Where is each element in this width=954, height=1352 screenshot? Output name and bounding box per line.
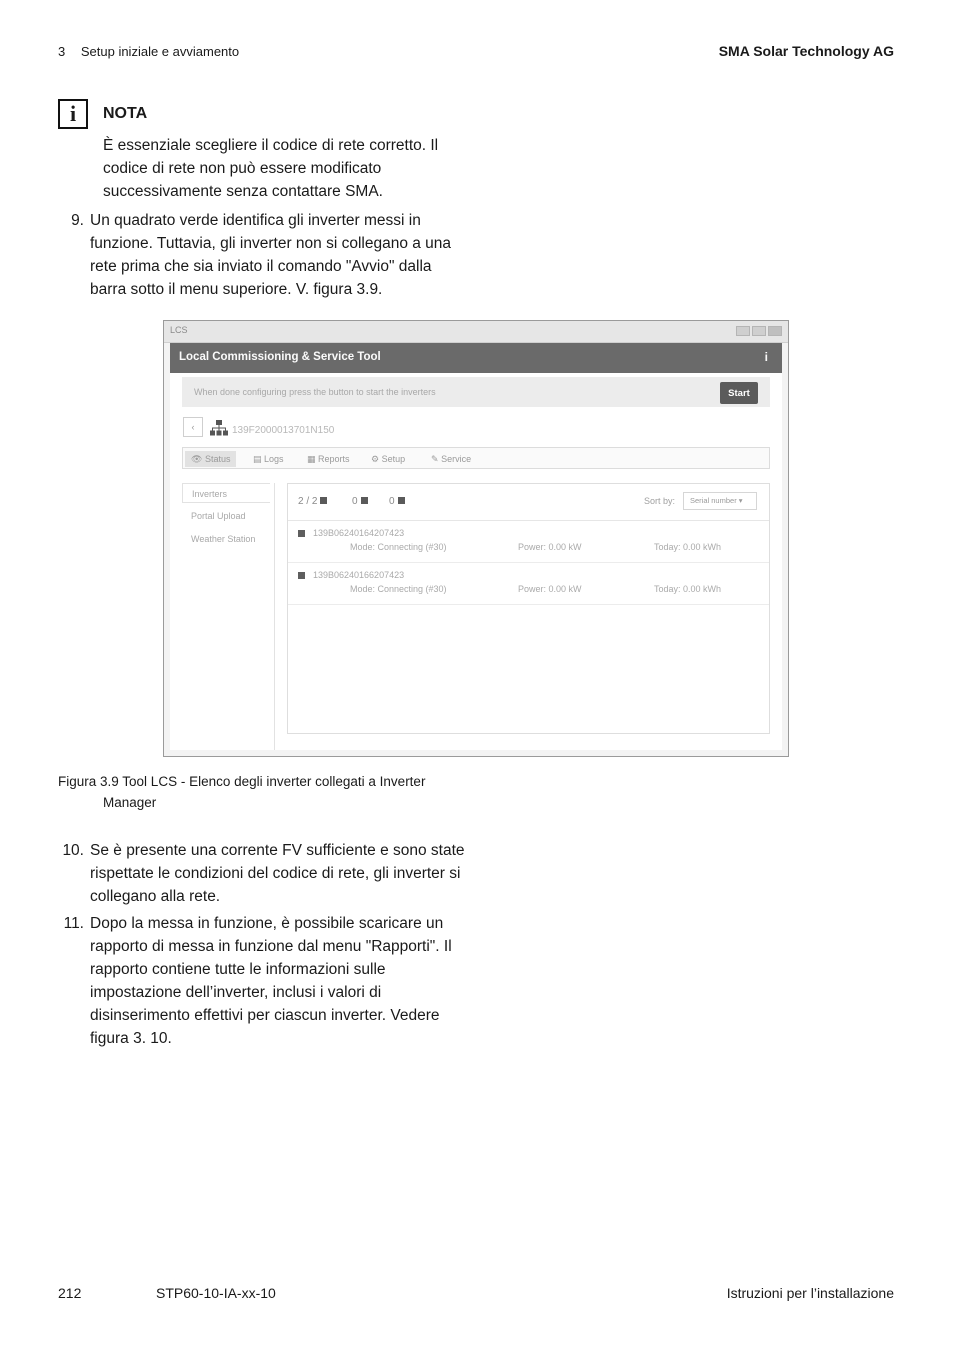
step-text: Dopo la messa in funzione, è possibile scaricare un rapporto di messa in funzione dal menu "Rapporti". Il rapporto contiene tutte le informazioni sulle impostazione dell’inverter, inclusi i valori di disinserimento effettivi per ciascun inverter. Vedere figura 3. 10.: [90, 915, 452, 1047]
count-third: 0: [389, 496, 405, 507]
step-text: Un quadrato verde identifica gli inverter messi in funzione. Tuttavia, gli inverter non si collegano a una rete prima che sia inviato il comando "Avvio" dalla barra sotto il menu superiore. V. figura 3.9.: [90, 212, 452, 298]
note-text: È essenziale scegliere il codice di rete corretto. Il codice di rete non può essere modificato successivamente senza contattare SMA.: [103, 137, 439, 200]
plant-serial: 139F2000013701N150: [232, 425, 335, 436]
tab-service[interactable]: ✎ Service: [431, 454, 472, 464]
inverter-power: Power: 0.00 kW: [518, 542, 582, 552]
tab-reports[interactable]: ▦ Reports: [307, 454, 350, 464]
inverter-list: [287, 483, 770, 734]
main-panel: [170, 373, 782, 750]
list-item: [63, 912, 470, 1050]
step-number: 10.: [62, 842, 84, 859]
app-bar: [170, 343, 782, 373]
side-nav: [182, 483, 275, 750]
info-icon: i: [58, 99, 88, 129]
sidebar-item-weather-station[interactable]: Weather Station: [191, 534, 256, 544]
tab-setup[interactable]: ⚙ Setup: [371, 454, 406, 464]
count-total: 2 / 2: [298, 496, 327, 507]
running-header: [58, 44, 239, 59]
start-button[interactable]: Start: [720, 382, 758, 404]
sort-select[interactable]: Serial number ▾: [683, 492, 757, 510]
status-square-icon: [298, 530, 305, 537]
file-icon: ▦: [307, 454, 316, 464]
minimize-icon[interactable]: [736, 326, 750, 336]
note-title: NOTA: [103, 105, 148, 122]
list-item: [62, 839, 470, 908]
eye-icon: 👁: [191, 454, 203, 464]
window-titlebar: [164, 321, 788, 343]
tab-status[interactable]: 👁 Status: [185, 451, 236, 467]
banner-text: When done configuring press the button to start the inverters: [194, 387, 436, 397]
maximize-icon[interactable]: [752, 326, 766, 336]
cogs-icon: ⚙: [371, 454, 380, 464]
sidebar-item-inverters[interactable]: Inverters: [182, 483, 270, 503]
list-item: [71, 209, 470, 301]
company-name: SMA Solar Technology AG: [718, 43, 894, 59]
step-number: 9.: [71, 212, 84, 229]
window-title: LCS: [170, 325, 188, 335]
inverter-today: Today: 0.00 kWh: [654, 542, 722, 552]
step-text: Se è presente una corrente FV sufficiente e sono state rispettate le condizioni del codice di rete, gli inverter si collegano alla rete.: [90, 842, 465, 905]
doc-code: STP60-10-IA-xx-10: [156, 1285, 276, 1301]
inverter-mode: Mode: Connecting (#30): [350, 584, 447, 594]
tab-logs[interactable]: ▤ Logs: [253, 454, 284, 464]
tab-bar: [182, 447, 770, 469]
sidebar-item-portal-upload[interactable]: Portal Upload: [191, 511, 246, 521]
wrench-icon: ✎: [431, 454, 439, 464]
close-icon[interactable]: [768, 326, 782, 336]
caption-line-2: Manager: [103, 795, 157, 810]
back-button[interactable]: ‹: [183, 417, 203, 437]
doc-title: Istruzioni per l’installazione: [726, 1285, 894, 1301]
sort-label: Sort by:: [643, 496, 675, 506]
chapter-number: 3: [58, 44, 66, 59]
inverter-today: Today: 0.00 kWh: [654, 584, 722, 594]
list-header: [288, 484, 769, 521]
start-banner: [182, 377, 770, 407]
count-second: 0: [352, 496, 368, 507]
figure-caption: [58, 771, 478, 813]
network-tree-icon: [210, 420, 228, 436]
inverter-mode: Mode: Connecting (#30): [350, 542, 447, 552]
page-number: 212: [58, 1285, 82, 1301]
inverter-power: Power: 0.00 kW: [518, 584, 582, 594]
chapter-title: Setup iniziale e avviamento: [80, 44, 240, 59]
book-icon: ▤: [253, 454, 262, 464]
table-row[interactable]: [288, 521, 769, 563]
app-title: Local Commissioning & Service Tool: [179, 351, 381, 363]
table-row[interactable]: [288, 563, 769, 605]
caption-line-1: Figura 3.9 Tool LCS - Elenco degli inverter collegati a Inverter: [58, 774, 426, 789]
info-button-icon[interactable]: i: [764, 350, 768, 364]
step-number: 11.: [63, 915, 84, 932]
status-square-icon: [298, 572, 305, 579]
inverter-serial: 139B06240166207423: [313, 570, 405, 580]
inverter-serial: 139B06240164207423: [313, 528, 405, 538]
lcs-screenshot: [163, 320, 789, 757]
